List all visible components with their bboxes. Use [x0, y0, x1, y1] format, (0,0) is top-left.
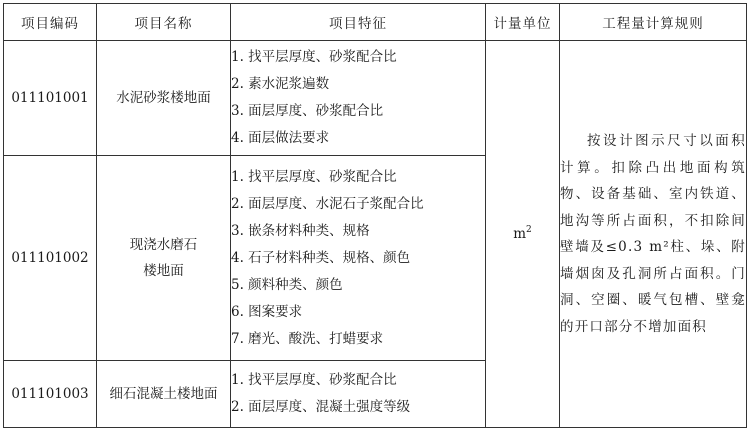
item-name: [97, 156, 231, 361]
item-code: 011101001: [4, 41, 97, 156]
item-features: [231, 361, 486, 428]
feature-line: 2. 素水泥浆遍数: [231, 76, 330, 93]
item-features: [231, 41, 486, 156]
item-name: 细石混凝土楼地面: [97, 361, 231, 428]
table-row: [4, 41, 747, 156]
unit-exponent: 2: [526, 225, 532, 235]
header-row: [4, 4, 747, 41]
item-code: 011101003: [4, 361, 97, 428]
item-code: 011101002: [4, 156, 97, 361]
feature-line: 3. 嵌条材料种类、规格: [231, 222, 370, 239]
header-calculation-rule: 工程量计算规则: [560, 4, 747, 41]
feature-line: 2. 面层厚度、混凝土强度等级: [231, 399, 411, 416]
feature-line: 1. 找平层厚度、砂浆配合比: [231, 372, 397, 389]
header-unit: 计量单位: [486, 4, 560, 41]
bill-of-quantities-table: [3, 3, 747, 428]
header-item-features: 项目特征: [231, 4, 486, 41]
calculation-rule-text: 按设计图示尺寸以面积计算。扣除凸出地面构筑物、设备基础、室内铁道、地沟等所占面积，不扣除间壁墙及≤0.3 m²柱、垛、附墙烟囱及孔洞所占面积。门洞、空圈、暖气包槽、壁龛的开口部分不增加面积: [560, 133, 746, 335]
unit-base: m: [513, 226, 527, 242]
item-features: [231, 156, 486, 361]
feature-line: 7. 磨光、酸洗、打蜡要求: [231, 330, 384, 347]
feature-line: 5. 颜料种类、颜色: [231, 276, 343, 293]
item-name: 水泥砂浆楼地面: [97, 41, 231, 156]
calculation-rule-cell: [560, 41, 747, 428]
feature-line: 6. 图案要求: [231, 303, 303, 320]
header-item-name: 项目名称: [97, 4, 231, 41]
feature-line: 2. 面层厚度、水泥石子浆配合比: [231, 195, 424, 212]
feature-line: 1. 找平层厚度、砂浆配合比: [231, 49, 397, 66]
header-item-code: 项目编码: [4, 4, 97, 41]
feature-line: 1. 找平层厚度、砂浆配合比: [231, 168, 397, 185]
feature-line: 3. 面层厚度、砂浆配合比: [231, 103, 384, 120]
unit-cell: [486, 41, 560, 428]
feature-line: 4. 石子材料种类、规格、颜色: [231, 249, 411, 266]
feature-line: 4. 面层做法要求: [231, 130, 330, 147]
item-name-text: 现浇水磨石楼地面: [129, 237, 198, 280]
